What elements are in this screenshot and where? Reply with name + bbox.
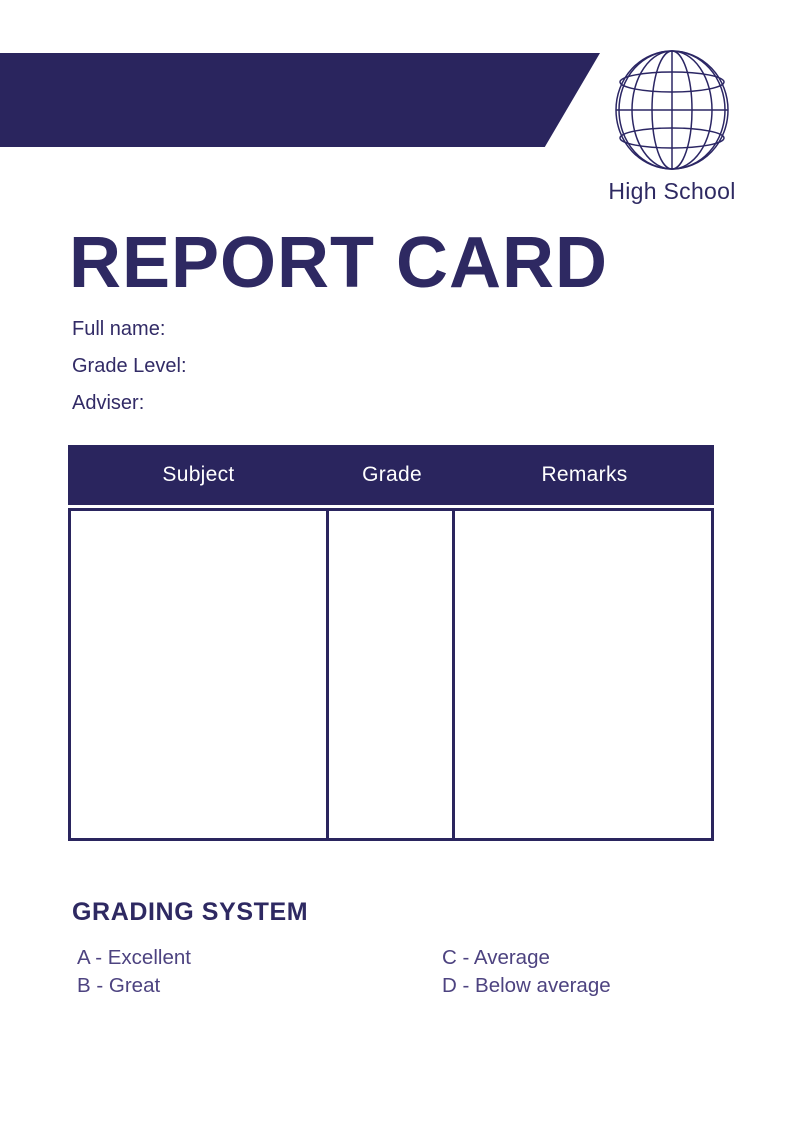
grade-column-cell (329, 508, 455, 841)
remarks-column-cell (455, 508, 714, 841)
grade-b-item: B - Great (77, 974, 161, 997)
grade-d-item: D - Below average (442, 974, 611, 997)
grading-system-heading: GRADING SYSTEM (72, 898, 309, 926)
header-banner (0, 53, 600, 147)
full-name-label: Full name: (72, 318, 166, 340)
column-header-grade: Grade (362, 463, 422, 486)
grading-legend-left (77, 944, 191, 1000)
school-brand (603, 49, 741, 204)
student-info (72, 311, 187, 422)
grades-table-header (68, 445, 714, 505)
grading-legend-right (442, 944, 611, 1000)
column-header-remarks: Remarks (541, 463, 628, 486)
grades-table-body (68, 508, 714, 841)
grade-level-label: Grade Level: (72, 355, 187, 377)
adviser-label: Adviser: (72, 392, 145, 414)
grades-table (68, 445, 714, 841)
grade-a-item: A - Excellent (77, 946, 191, 969)
school-name: High School (608, 178, 736, 204)
subject-column-cell (68, 508, 329, 841)
globe-icon (603, 49, 741, 171)
column-header-subject: Subject (162, 463, 235, 486)
grade-c-item: C - Average (442, 946, 550, 969)
page-title: REPORT CARD (69, 223, 609, 303)
